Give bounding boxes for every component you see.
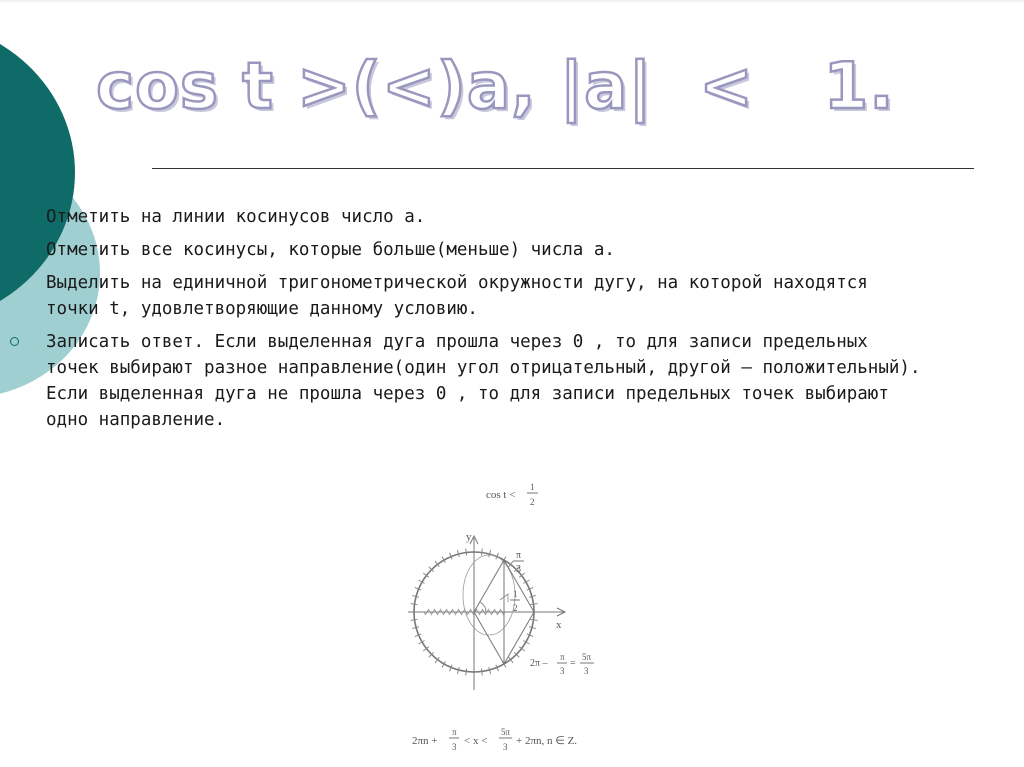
circle-tick	[481, 549, 482, 556]
circle-tick	[481, 669, 482, 676]
circle-tick	[411, 604, 418, 605]
instruction-item-3	[0, 270, 1000, 322]
answer-mid: < x <	[464, 735, 488, 747]
circle-tick	[466, 669, 467, 676]
circle-bullet-icon	[10, 337, 19, 346]
circle-tick	[531, 619, 538, 620]
title-divider	[152, 168, 974, 169]
answer-num2: 5π	[501, 727, 511, 737]
answer-den1: 3	[452, 742, 457, 752]
answer-num1: π	[452, 727, 457, 737]
instruction-item-4	[0, 329, 1000, 433]
chord-bottom	[504, 612, 534, 664]
circle-tick	[411, 619, 418, 620]
slide-title: cos t >(<)a, |a| < 1.	[96, 50, 895, 124]
angle-top-num: π	[516, 550, 522, 561]
answer-left: 2πn +	[412, 735, 438, 747]
answer-den2: 3	[503, 742, 508, 752]
instruction-item-2	[0, 237, 1000, 263]
angle-bottom-eq: =	[570, 658, 576, 669]
half-den: 2	[513, 603, 518, 613]
circle-tick	[466, 549, 467, 556]
angle-bottom-den: 3	[560, 666, 565, 676]
x-axis-label: x	[556, 619, 562, 631]
condition-lhs: cos t <	[486, 489, 516, 501]
condition-num: 1	[530, 482, 535, 492]
circle-tick	[531, 604, 538, 605]
answer-right: + 2πn, n ∈ Z.	[516, 735, 578, 747]
instruction-list	[0, 204, 1000, 440]
instruction-text: Выделить на единичной тригонометрической окружности дугу, на которой находятся точки t, удовлетворяющие данному условию.	[46, 273, 868, 319]
instruction-item-1	[0, 204, 1000, 230]
unit-circle-figure	[404, 480, 604, 756]
angle-bottom-num: π	[560, 652, 565, 662]
radius-pi-3	[474, 560, 504, 612]
angle-top-den: 3	[516, 564, 521, 575]
instruction-text: Отметить все косинусы, которые больше(меньше) числа а.	[46, 240, 615, 260]
angle-bottom-rden: 3	[584, 666, 589, 676]
instruction-text: Отметить на линии косинусов число а.	[46, 207, 426, 227]
y-axis-label: y	[466, 531, 472, 543]
condition-den: 2	[530, 497, 535, 507]
instruction-text: Записать ответ. Если выделенная дуга прошла через 0 , то для записи предельных точек выбирают разное направление(один угол отрицательный, другой – положительный). Если выделенная дуга не прошла через 0 , то для записи предельных точек выбирают одно направление.	[46, 332, 921, 430]
angle-bottom-prefix: 2π –	[530, 658, 548, 669]
radius-5pi-3	[474, 612, 504, 664]
half-num: 1	[513, 589, 518, 599]
top-edge-line	[0, 0, 1024, 2]
angle-bottom-rnum: 5π	[582, 652, 592, 662]
